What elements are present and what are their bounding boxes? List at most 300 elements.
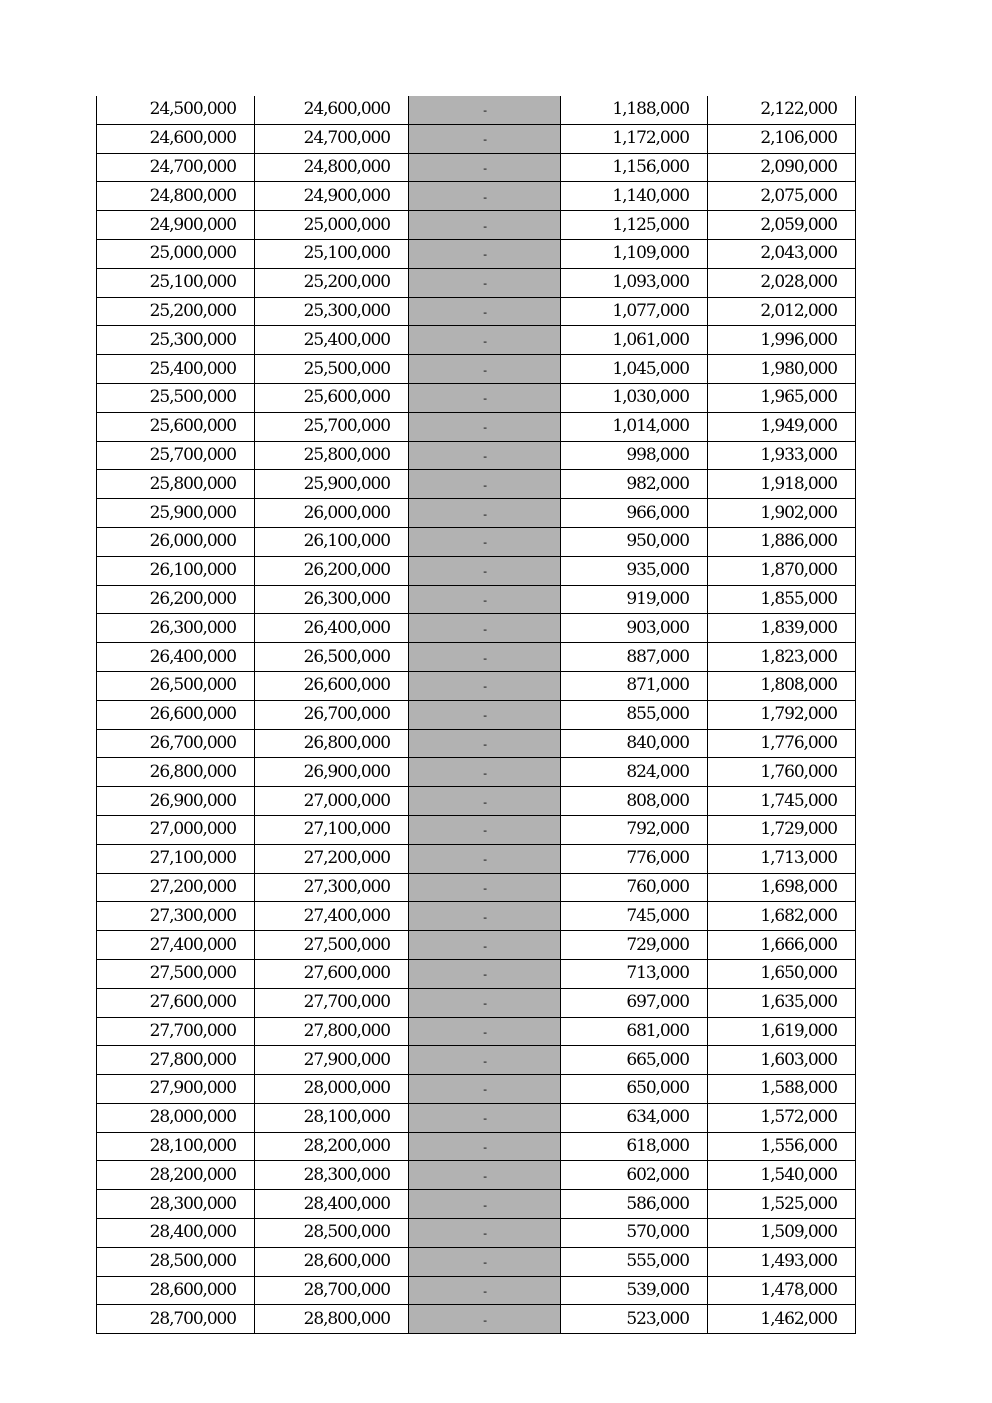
range-to-cell: 25,500,000 bbox=[255, 355, 409, 384]
range-from-cell: 24,500,000 bbox=[97, 96, 255, 124]
range-to-cell: 24,800,000 bbox=[255, 153, 409, 182]
table-row bbox=[97, 671, 856, 700]
column-4-value-cell: 1,045,000 bbox=[561, 355, 708, 384]
dash-mark: - bbox=[483, 824, 486, 838]
column-5-value-cell: 1,635,000 bbox=[708, 988, 856, 1017]
column-4-value-cell: 824,000 bbox=[561, 758, 708, 787]
column-5-value-cell: 1,792,000 bbox=[708, 700, 856, 729]
table-row bbox=[97, 700, 856, 729]
column-5-value-cell: 1,729,000 bbox=[708, 815, 856, 844]
dash-mark: - bbox=[483, 536, 486, 550]
column-4-value-cell: 650,000 bbox=[561, 1075, 708, 1104]
dash-mark: - bbox=[483, 449, 486, 463]
column-5-value-cell: 1,745,000 bbox=[708, 787, 856, 816]
dash-mark: - bbox=[483, 507, 486, 521]
column-4-value-cell: 840,000 bbox=[561, 729, 708, 758]
range-from-cell: 26,800,000 bbox=[97, 758, 255, 787]
range-to-cell: 26,100,000 bbox=[255, 527, 409, 556]
column-5-value-cell: 1,493,000 bbox=[708, 1247, 856, 1276]
range-to-cell: 25,800,000 bbox=[255, 441, 409, 470]
table-row bbox=[97, 1132, 856, 1161]
range-from-cell: 26,100,000 bbox=[97, 556, 255, 585]
column-4-value-cell: 1,077,000 bbox=[561, 297, 708, 326]
table-row bbox=[97, 1075, 856, 1104]
dash-mark: - bbox=[483, 1227, 486, 1241]
dash-mark: - bbox=[483, 334, 486, 348]
table-row bbox=[97, 1305, 856, 1334]
range-from-cell: 25,100,000 bbox=[97, 268, 255, 297]
table-row bbox=[97, 1046, 856, 1075]
column-4-value-cell: 966,000 bbox=[561, 499, 708, 528]
dash-mark: - bbox=[483, 680, 486, 694]
range-from-cell: 28,000,000 bbox=[97, 1103, 255, 1132]
column-4-value-cell: 760,000 bbox=[561, 873, 708, 902]
range-from-cell: 27,600,000 bbox=[97, 988, 255, 1017]
column-4-value-cell: 887,000 bbox=[561, 643, 708, 672]
range-from-cell: 24,900,000 bbox=[97, 211, 255, 240]
column-5-value-cell: 1,666,000 bbox=[708, 931, 856, 960]
column-5-value-cell: 1,588,000 bbox=[708, 1075, 856, 1104]
table-row bbox=[97, 1190, 856, 1219]
table-row bbox=[97, 873, 856, 902]
dash-mark: - bbox=[483, 968, 486, 982]
shaded-cell bbox=[409, 1132, 561, 1161]
column-4-value-cell: 539,000 bbox=[561, 1276, 708, 1305]
range-from-cell: 25,600,000 bbox=[97, 412, 255, 441]
range-to-cell: 28,200,000 bbox=[255, 1132, 409, 1161]
range-to-cell: 26,800,000 bbox=[255, 729, 409, 758]
table-row bbox=[97, 239, 856, 268]
column-5-value-cell: 1,965,000 bbox=[708, 383, 856, 412]
dash-mark: - bbox=[483, 910, 486, 924]
table-row bbox=[97, 585, 856, 614]
column-4-value-cell: 665,000 bbox=[561, 1046, 708, 1075]
table-row bbox=[97, 815, 856, 844]
tax-table-body bbox=[97, 96, 856, 1334]
tax-table-sheet bbox=[96, 96, 856, 1334]
table-row bbox=[97, 124, 856, 153]
shaded-cell bbox=[409, 441, 561, 470]
table-row bbox=[97, 1103, 856, 1132]
range-from-cell: 24,800,000 bbox=[97, 182, 255, 211]
range-to-cell: 24,900,000 bbox=[255, 182, 409, 211]
table-row bbox=[97, 211, 856, 240]
range-to-cell: 25,400,000 bbox=[255, 326, 409, 355]
range-from-cell: 28,500,000 bbox=[97, 1247, 255, 1276]
column-4-value-cell: 634,000 bbox=[561, 1103, 708, 1132]
shaded-cell bbox=[409, 182, 561, 211]
range-to-cell: 25,600,000 bbox=[255, 383, 409, 412]
column-4-value-cell: 1,156,000 bbox=[561, 153, 708, 182]
column-5-value-cell: 2,043,000 bbox=[708, 239, 856, 268]
range-from-cell: 28,400,000 bbox=[97, 1219, 255, 1248]
range-to-cell: 28,100,000 bbox=[255, 1103, 409, 1132]
dash-mark: - bbox=[483, 939, 486, 953]
dash-mark: - bbox=[483, 593, 486, 607]
range-from-cell: 24,600,000 bbox=[97, 124, 255, 153]
table-row bbox=[97, 326, 856, 355]
shaded-cell bbox=[409, 1190, 561, 1219]
dash-mark: - bbox=[483, 881, 486, 895]
column-5-value-cell: 1,886,000 bbox=[708, 527, 856, 556]
range-from-cell: 25,900,000 bbox=[97, 499, 255, 528]
range-from-cell: 27,400,000 bbox=[97, 931, 255, 960]
shaded-cell bbox=[409, 556, 561, 585]
range-from-cell: 27,200,000 bbox=[97, 873, 255, 902]
column-4-value-cell: 1,014,000 bbox=[561, 412, 708, 441]
range-from-cell: 28,600,000 bbox=[97, 1276, 255, 1305]
range-from-cell: 26,000,000 bbox=[97, 527, 255, 556]
dash-mark: - bbox=[483, 161, 486, 175]
range-to-cell: 26,300,000 bbox=[255, 585, 409, 614]
table-row bbox=[97, 268, 856, 297]
range-to-cell: 25,900,000 bbox=[255, 470, 409, 499]
range-to-cell: 25,100,000 bbox=[255, 239, 409, 268]
shaded-cell bbox=[409, 815, 561, 844]
range-to-cell: 27,400,000 bbox=[255, 902, 409, 931]
column-4-value-cell: 1,172,000 bbox=[561, 124, 708, 153]
shaded-cell bbox=[409, 268, 561, 297]
range-to-cell: 27,300,000 bbox=[255, 873, 409, 902]
range-to-cell: 27,800,000 bbox=[255, 1017, 409, 1046]
range-from-cell: 26,300,000 bbox=[97, 614, 255, 643]
table-row bbox=[97, 844, 856, 873]
range-from-cell: 24,700,000 bbox=[97, 153, 255, 182]
column-5-value-cell: 1,682,000 bbox=[708, 902, 856, 931]
column-5-value-cell: 1,808,000 bbox=[708, 671, 856, 700]
range-to-cell: 28,500,000 bbox=[255, 1219, 409, 1248]
shaded-cell bbox=[409, 355, 561, 384]
range-to-cell: 27,900,000 bbox=[255, 1046, 409, 1075]
shaded-cell bbox=[409, 614, 561, 643]
range-to-cell: 25,700,000 bbox=[255, 412, 409, 441]
range-to-cell: 24,700,000 bbox=[255, 124, 409, 153]
column-4-value-cell: 745,000 bbox=[561, 902, 708, 931]
shaded-cell bbox=[409, 1305, 561, 1334]
range-from-cell: 28,700,000 bbox=[97, 1305, 255, 1334]
dash-mark: - bbox=[483, 133, 486, 147]
range-to-cell: 25,300,000 bbox=[255, 297, 409, 326]
shaded-cell bbox=[409, 1075, 561, 1104]
shaded-cell bbox=[409, 1276, 561, 1305]
table-row bbox=[97, 1276, 856, 1305]
shaded-cell bbox=[409, 527, 561, 556]
shaded-cell bbox=[409, 844, 561, 873]
dash-mark: - bbox=[483, 104, 486, 118]
column-5-value-cell: 2,028,000 bbox=[708, 268, 856, 297]
table-row bbox=[97, 614, 856, 643]
column-5-value-cell: 2,122,000 bbox=[708, 96, 856, 124]
range-to-cell: 25,200,000 bbox=[255, 268, 409, 297]
shaded-cell bbox=[409, 470, 561, 499]
column-4-value-cell: 570,000 bbox=[561, 1219, 708, 1248]
shaded-cell bbox=[409, 153, 561, 182]
range-from-cell: 27,700,000 bbox=[97, 1017, 255, 1046]
dash-mark: - bbox=[483, 853, 486, 867]
table-row bbox=[97, 787, 856, 816]
column-5-value-cell: 2,012,000 bbox=[708, 297, 856, 326]
column-5-value-cell: 1,713,000 bbox=[708, 844, 856, 873]
column-5-value-cell: 2,075,000 bbox=[708, 182, 856, 211]
range-from-cell: 28,200,000 bbox=[97, 1161, 255, 1190]
shaded-cell bbox=[409, 383, 561, 412]
table-row bbox=[97, 383, 856, 412]
shaded-cell bbox=[409, 902, 561, 931]
dash-mark: - bbox=[483, 795, 486, 809]
column-5-value-cell: 1,603,000 bbox=[708, 1046, 856, 1075]
shaded-cell bbox=[409, 758, 561, 787]
table-row bbox=[97, 556, 856, 585]
shaded-cell bbox=[409, 239, 561, 268]
range-to-cell: 27,500,000 bbox=[255, 931, 409, 960]
column-4-value-cell: 919,000 bbox=[561, 585, 708, 614]
dash-mark: - bbox=[483, 1083, 486, 1097]
dash-mark: - bbox=[483, 737, 486, 751]
column-5-value-cell: 1,980,000 bbox=[708, 355, 856, 384]
column-4-value-cell: 729,000 bbox=[561, 931, 708, 960]
range-from-cell: 27,100,000 bbox=[97, 844, 255, 873]
shaded-cell bbox=[409, 211, 561, 240]
range-to-cell: 28,800,000 bbox=[255, 1305, 409, 1334]
range-from-cell: 27,500,000 bbox=[97, 959, 255, 988]
column-5-value-cell: 1,462,000 bbox=[708, 1305, 856, 1334]
table-row bbox=[97, 527, 856, 556]
column-4-value-cell: 1,140,000 bbox=[561, 182, 708, 211]
table-row bbox=[97, 182, 856, 211]
column-4-value-cell: 903,000 bbox=[561, 614, 708, 643]
column-5-value-cell: 1,572,000 bbox=[708, 1103, 856, 1132]
range-from-cell: 25,200,000 bbox=[97, 297, 255, 326]
shaded-cell bbox=[409, 671, 561, 700]
range-to-cell: 26,200,000 bbox=[255, 556, 409, 585]
table-row bbox=[97, 758, 856, 787]
table-row bbox=[97, 355, 856, 384]
range-from-cell: 25,000,000 bbox=[97, 239, 255, 268]
dash-mark: - bbox=[483, 622, 486, 636]
column-5-value-cell: 1,949,000 bbox=[708, 412, 856, 441]
dash-mark: - bbox=[483, 565, 486, 579]
column-4-value-cell: 950,000 bbox=[561, 527, 708, 556]
table-row bbox=[97, 729, 856, 758]
range-to-cell: 28,000,000 bbox=[255, 1075, 409, 1104]
table-row bbox=[97, 988, 856, 1017]
column-5-value-cell: 1,776,000 bbox=[708, 729, 856, 758]
dash-mark: - bbox=[483, 709, 486, 723]
column-4-value-cell: 871,000 bbox=[561, 671, 708, 700]
column-4-value-cell: 776,000 bbox=[561, 844, 708, 873]
column-4-value-cell: 713,000 bbox=[561, 959, 708, 988]
shaded-cell bbox=[409, 1219, 561, 1248]
column-5-value-cell: 1,760,000 bbox=[708, 758, 856, 787]
dash-mark: - bbox=[483, 363, 486, 377]
table-row bbox=[97, 1161, 856, 1190]
shaded-cell bbox=[409, 412, 561, 441]
column-5-value-cell: 1,509,000 bbox=[708, 1219, 856, 1248]
dash-mark: - bbox=[483, 421, 486, 435]
range-to-cell: 26,700,000 bbox=[255, 700, 409, 729]
column-4-value-cell: 982,000 bbox=[561, 470, 708, 499]
shaded-cell bbox=[409, 585, 561, 614]
column-5-value-cell: 2,090,000 bbox=[708, 153, 856, 182]
column-5-value-cell: 1,870,000 bbox=[708, 556, 856, 585]
shaded-cell bbox=[409, 96, 561, 124]
column-5-value-cell: 1,902,000 bbox=[708, 499, 856, 528]
dash-mark: - bbox=[483, 1198, 486, 1212]
dash-mark: - bbox=[483, 651, 486, 665]
column-5-value-cell: 2,059,000 bbox=[708, 211, 856, 240]
range-to-cell: 26,000,000 bbox=[255, 499, 409, 528]
shaded-cell bbox=[409, 643, 561, 672]
column-4-value-cell: 1,061,000 bbox=[561, 326, 708, 355]
table-row bbox=[97, 499, 856, 528]
range-from-cell: 27,800,000 bbox=[97, 1046, 255, 1075]
column-4-value-cell: 523,000 bbox=[561, 1305, 708, 1334]
dash-mark: - bbox=[483, 1112, 486, 1126]
column-5-value-cell: 1,619,000 bbox=[708, 1017, 856, 1046]
range-from-cell: 25,500,000 bbox=[97, 383, 255, 412]
column-5-value-cell: 1,855,000 bbox=[708, 585, 856, 614]
dash-mark: - bbox=[483, 305, 486, 319]
shaded-cell bbox=[409, 700, 561, 729]
table-row bbox=[97, 96, 856, 124]
dash-mark: - bbox=[483, 248, 486, 262]
shaded-cell bbox=[409, 873, 561, 902]
column-5-value-cell: 1,540,000 bbox=[708, 1161, 856, 1190]
dash-mark: - bbox=[483, 1141, 486, 1155]
range-to-cell: 28,300,000 bbox=[255, 1161, 409, 1190]
range-to-cell: 26,500,000 bbox=[255, 643, 409, 672]
column-5-value-cell: 1,996,000 bbox=[708, 326, 856, 355]
range-to-cell: 26,400,000 bbox=[255, 614, 409, 643]
table-row bbox=[97, 1247, 856, 1276]
dash-mark: - bbox=[483, 1285, 486, 1299]
range-from-cell: 25,700,000 bbox=[97, 441, 255, 470]
column-4-value-cell: 1,188,000 bbox=[561, 96, 708, 124]
range-from-cell: 27,900,000 bbox=[97, 1075, 255, 1104]
range-to-cell: 25,000,000 bbox=[255, 211, 409, 240]
range-from-cell: 28,100,000 bbox=[97, 1132, 255, 1161]
column-5-value-cell: 1,698,000 bbox=[708, 873, 856, 902]
range-to-cell: 27,200,000 bbox=[255, 844, 409, 873]
tax-table bbox=[96, 96, 856, 1334]
column-4-value-cell: 855,000 bbox=[561, 700, 708, 729]
dash-mark: - bbox=[483, 1313, 486, 1327]
dash-mark: - bbox=[483, 190, 486, 204]
column-4-value-cell: 697,000 bbox=[561, 988, 708, 1017]
column-5-value-cell: 1,525,000 bbox=[708, 1190, 856, 1219]
column-4-value-cell: 1,125,000 bbox=[561, 211, 708, 240]
column-4-value-cell: 618,000 bbox=[561, 1132, 708, 1161]
shaded-cell bbox=[409, 931, 561, 960]
shaded-cell bbox=[409, 1017, 561, 1046]
table-row bbox=[97, 931, 856, 960]
range-from-cell: 25,800,000 bbox=[97, 470, 255, 499]
range-to-cell: 24,600,000 bbox=[255, 96, 409, 124]
shaded-cell bbox=[409, 1046, 561, 1075]
table-row bbox=[97, 441, 856, 470]
shaded-cell bbox=[409, 729, 561, 758]
column-4-value-cell: 792,000 bbox=[561, 815, 708, 844]
range-to-cell: 27,600,000 bbox=[255, 959, 409, 988]
range-to-cell: 27,000,000 bbox=[255, 787, 409, 816]
dash-mark: - bbox=[483, 478, 486, 492]
shaded-cell bbox=[409, 326, 561, 355]
column-4-value-cell: 808,000 bbox=[561, 787, 708, 816]
shaded-cell bbox=[409, 124, 561, 153]
range-from-cell: 26,900,000 bbox=[97, 787, 255, 816]
table-row bbox=[97, 959, 856, 988]
table-row bbox=[97, 153, 856, 182]
dash-mark: - bbox=[483, 766, 486, 780]
dash-mark: - bbox=[483, 1054, 486, 1068]
column-4-value-cell: 935,000 bbox=[561, 556, 708, 585]
dash-mark: - bbox=[483, 997, 486, 1011]
dash-mark: - bbox=[483, 277, 486, 291]
shaded-cell bbox=[409, 499, 561, 528]
column-5-value-cell: 1,556,000 bbox=[708, 1132, 856, 1161]
column-4-value-cell: 1,093,000 bbox=[561, 268, 708, 297]
column-5-value-cell: 1,933,000 bbox=[708, 441, 856, 470]
range-from-cell: 27,000,000 bbox=[97, 815, 255, 844]
table-row bbox=[97, 470, 856, 499]
column-4-value-cell: 555,000 bbox=[561, 1247, 708, 1276]
range-from-cell: 25,400,000 bbox=[97, 355, 255, 384]
range-from-cell: 26,200,000 bbox=[97, 585, 255, 614]
range-to-cell: 28,600,000 bbox=[255, 1247, 409, 1276]
range-from-cell: 26,700,000 bbox=[97, 729, 255, 758]
shaded-cell bbox=[409, 988, 561, 1017]
column-4-value-cell: 586,000 bbox=[561, 1190, 708, 1219]
column-5-value-cell: 1,650,000 bbox=[708, 959, 856, 988]
range-to-cell: 27,700,000 bbox=[255, 988, 409, 1017]
range-from-cell: 26,500,000 bbox=[97, 671, 255, 700]
shaded-cell bbox=[409, 787, 561, 816]
table-row bbox=[97, 1017, 856, 1046]
dash-mark: - bbox=[483, 1169, 486, 1183]
column-4-value-cell: 1,109,000 bbox=[561, 239, 708, 268]
table-row bbox=[97, 902, 856, 931]
range-to-cell: 26,900,000 bbox=[255, 758, 409, 787]
shaded-cell bbox=[409, 1247, 561, 1276]
range-to-cell: 28,700,000 bbox=[255, 1276, 409, 1305]
column-5-value-cell: 1,918,000 bbox=[708, 470, 856, 499]
range-to-cell: 27,100,000 bbox=[255, 815, 409, 844]
shaded-cell bbox=[409, 1161, 561, 1190]
column-5-value-cell: 2,106,000 bbox=[708, 124, 856, 153]
table-row bbox=[97, 412, 856, 441]
range-to-cell: 26,600,000 bbox=[255, 671, 409, 700]
column-4-value-cell: 998,000 bbox=[561, 441, 708, 470]
column-4-value-cell: 602,000 bbox=[561, 1161, 708, 1190]
dash-mark: - bbox=[483, 1256, 486, 1270]
shaded-cell bbox=[409, 1103, 561, 1132]
dash-mark: - bbox=[483, 392, 486, 406]
dash-mark: - bbox=[483, 1025, 486, 1039]
range-to-cell: 28,400,000 bbox=[255, 1190, 409, 1219]
table-row bbox=[97, 297, 856, 326]
column-5-value-cell: 1,478,000 bbox=[708, 1276, 856, 1305]
range-from-cell: 26,600,000 bbox=[97, 700, 255, 729]
column-4-value-cell: 1,030,000 bbox=[561, 383, 708, 412]
range-from-cell: 28,300,000 bbox=[97, 1190, 255, 1219]
table-row bbox=[97, 643, 856, 672]
column-5-value-cell: 1,823,000 bbox=[708, 643, 856, 672]
dash-mark: - bbox=[483, 219, 486, 233]
column-5-value-cell: 1,839,000 bbox=[708, 614, 856, 643]
range-from-cell: 26,400,000 bbox=[97, 643, 255, 672]
range-from-cell: 27,300,000 bbox=[97, 902, 255, 931]
column-4-value-cell: 681,000 bbox=[561, 1017, 708, 1046]
